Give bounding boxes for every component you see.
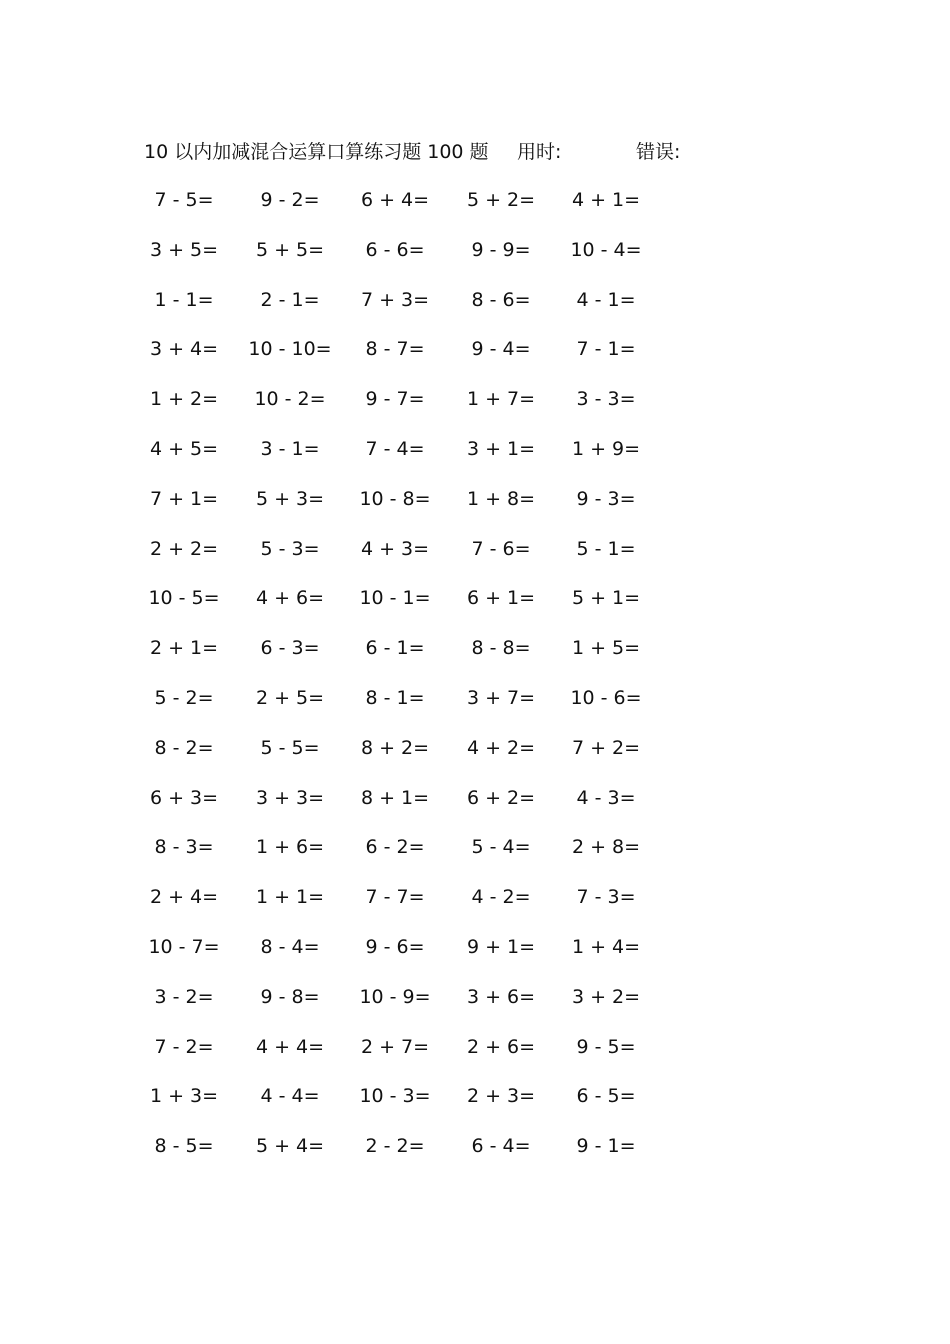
arithmetic-problem: 5 + 2= [466, 189, 536, 211]
problem-row [0, 1132, 950, 1182]
arithmetic-problem: 10 - 9= [359, 985, 431, 1008]
arithmetic-problem: 8 - 3= [154, 836, 214, 859]
arithmetic-problem: 5 - 3= [260, 537, 320, 560]
arithmetic-problem: 5 + 3= [255, 487, 325, 510]
arithmetic-problem: 10 - 1= [359, 587, 431, 610]
arithmetic-problem: 4 + 6= [255, 587, 325, 610]
arithmetic-problem: 2 + 3= [466, 1085, 536, 1108]
arithmetic-problem: 8 - 8= [471, 637, 531, 660]
arithmetic-problem: 7 - 6= [471, 537, 531, 560]
arithmetic-problem: 5 - 5= [260, 736, 320, 759]
arithmetic-problem: 3 + 6= [466, 985, 536, 1008]
arithmetic-problem: 9 - 5= [576, 1035, 636, 1058]
time-used-label: 用时: [517, 141, 562, 163]
arithmetic-problem: 1 + 9= [571, 437, 641, 460]
arithmetic-problem: 5 + 4= [255, 1135, 325, 1158]
arithmetic-problem: 2 + 4= [149, 886, 219, 909]
arithmetic-problem: 6 + 2= [466, 786, 536, 809]
arithmetic-problem: 9 - 8= [260, 985, 320, 1008]
arithmetic-problem: 7 + 2= [571, 736, 641, 759]
arithmetic-problem: 1 + 8= [466, 487, 536, 510]
arithmetic-problem: 10 - 5= [148, 587, 220, 610]
problem-row [0, 435, 950, 485]
arithmetic-problem: 7 - 1= [576, 338, 636, 361]
problem-row [0, 485, 950, 535]
arithmetic-problem: 8 - 5= [154, 1135, 214, 1158]
problem-row [0, 1033, 950, 1083]
arithmetic-problem: 1 + 6= [255, 836, 325, 859]
problem-row [0, 983, 950, 1033]
problem-row [0, 734, 950, 784]
problem-row [0, 1082, 950, 1132]
arithmetic-problem: 9 - 9= [471, 238, 531, 261]
arithmetic-problem: 6 - 1= [365, 637, 425, 660]
problem-row [0, 535, 950, 585]
arithmetic-problem: 4 + 1= [571, 189, 641, 211]
problem-row [0, 286, 950, 336]
arithmetic-problem: 2 + 8= [571, 836, 641, 859]
arithmetic-problem: 9 - 7= [365, 388, 425, 411]
arithmetic-problem: 4 + 5= [149, 437, 219, 460]
arithmetic-problem: 2 + 6= [466, 1035, 536, 1058]
arithmetic-problem: 10 - 7= [148, 935, 220, 958]
arithmetic-problem: 4 + 3= [360, 537, 430, 560]
problem-grid [0, 186, 950, 1182]
arithmetic-problem: 8 - 7= [365, 338, 425, 361]
arithmetic-problem: 1 + 3= [149, 1085, 219, 1108]
arithmetic-problem: 6 - 2= [365, 836, 425, 859]
arithmetic-problem: 6 + 4= [360, 189, 430, 211]
arithmetic-problem: 7 + 3= [360, 288, 430, 311]
arithmetic-problem: 2 + 7= [360, 1035, 430, 1058]
arithmetic-problem: 4 - 2= [471, 886, 531, 909]
arithmetic-problem: 8 - 4= [260, 935, 320, 958]
arithmetic-problem: 6 - 5= [576, 1085, 636, 1108]
arithmetic-problem: 6 + 3= [149, 786, 219, 809]
arithmetic-problem: 3 + 2= [571, 985, 641, 1008]
arithmetic-problem: 3 - 2= [154, 985, 214, 1008]
arithmetic-problem: 2 - 2= [365, 1135, 425, 1158]
arithmetic-problem: 4 - 3= [576, 786, 636, 809]
arithmetic-problem: 7 - 3= [576, 886, 636, 909]
arithmetic-problem: 1 + 2= [149, 388, 219, 411]
problem-row [0, 833, 950, 883]
errors-label: 错误: [636, 141, 681, 163]
arithmetic-problem: 2 + 2= [149, 537, 219, 560]
arithmetic-problem: 4 + 4= [255, 1035, 325, 1058]
problem-row [0, 933, 950, 983]
arithmetic-problem: 7 - 2= [154, 1035, 214, 1058]
arithmetic-problem: 3 + 5= [149, 238, 219, 261]
arithmetic-problem: 1 - 1= [154, 288, 214, 311]
arithmetic-problem: 1 + 7= [466, 388, 536, 411]
arithmetic-problem: 7 - 5= [154, 189, 214, 211]
arithmetic-problem: 1 + 5= [571, 637, 641, 660]
arithmetic-problem: 1 + 1= [255, 886, 325, 909]
arithmetic-problem: 4 + 2= [466, 736, 536, 759]
arithmetic-problem: 5 - 1= [576, 537, 636, 560]
arithmetic-problem: 2 - 1= [260, 288, 320, 311]
arithmetic-problem: 6 - 3= [260, 637, 320, 660]
arithmetic-problem: 5 - 2= [154, 686, 214, 709]
problem-row [0, 335, 950, 385]
arithmetic-problem: 10 - 2= [254, 388, 326, 411]
problem-row [0, 584, 950, 634]
arithmetic-problem: 7 - 7= [365, 886, 425, 909]
arithmetic-problem: 8 - 6= [471, 288, 531, 311]
arithmetic-problem: 7 + 1= [149, 487, 219, 510]
arithmetic-problem: 7 - 4= [365, 437, 425, 460]
arithmetic-problem: 8 + 1= [360, 786, 430, 809]
arithmetic-problem: 2 + 1= [149, 637, 219, 660]
arithmetic-problem: 3 + 3= [255, 786, 325, 809]
arithmetic-problem: 6 + 1= [466, 587, 536, 610]
arithmetic-problem: 9 - 3= [576, 487, 636, 510]
arithmetic-problem: 10 - 10= [248, 338, 332, 361]
arithmetic-problem: 3 + 4= [149, 338, 219, 361]
problem-row [0, 634, 950, 684]
arithmetic-problem: 10 - 6= [570, 686, 642, 709]
problem-row [0, 236, 950, 286]
arithmetic-problem: 4 - 4= [260, 1085, 320, 1108]
arithmetic-problem: 2 + 5= [255, 686, 325, 709]
arithmetic-problem: 10 - 3= [359, 1085, 431, 1108]
arithmetic-problem: 5 - 4= [471, 836, 531, 859]
arithmetic-problem: 9 - 6= [365, 935, 425, 958]
arithmetic-problem: 6 - 4= [471, 1135, 531, 1158]
arithmetic-problem: 9 - 4= [471, 338, 531, 361]
arithmetic-problem: 3 - 3= [576, 388, 636, 411]
problem-row [0, 684, 950, 734]
problem-row [0, 385, 950, 435]
worksheet-title: 10 以内加减混合运算口算练习题 100 题 [144, 141, 489, 163]
arithmetic-problem: 10 - 4= [570, 238, 642, 261]
arithmetic-problem: 1 + 4= [571, 935, 641, 958]
arithmetic-problem: 6 - 6= [365, 238, 425, 261]
arithmetic-problem: 3 + 1= [466, 437, 536, 460]
arithmetic-problem: 8 - 2= [154, 736, 214, 759]
arithmetic-problem: 3 + 7= [466, 686, 536, 709]
arithmetic-problem: 5 + 5= [255, 238, 325, 261]
arithmetic-problem: 9 - 2= [260, 189, 320, 211]
arithmetic-problem: 8 + 2= [360, 736, 430, 759]
problem-row [0, 784, 950, 834]
arithmetic-problem: 4 - 1= [576, 288, 636, 311]
arithmetic-problem: 10 - 8= [359, 487, 431, 510]
arithmetic-problem: 8 - 1= [365, 686, 425, 709]
problem-row [0, 883, 950, 933]
arithmetic-problem: 3 - 1= [260, 437, 320, 460]
arithmetic-problem: 5 + 1= [571, 587, 641, 610]
problem-row [0, 186, 950, 236]
arithmetic-problem: 9 - 1= [576, 1135, 636, 1158]
arithmetic-problem: 9 + 1= [466, 935, 536, 958]
